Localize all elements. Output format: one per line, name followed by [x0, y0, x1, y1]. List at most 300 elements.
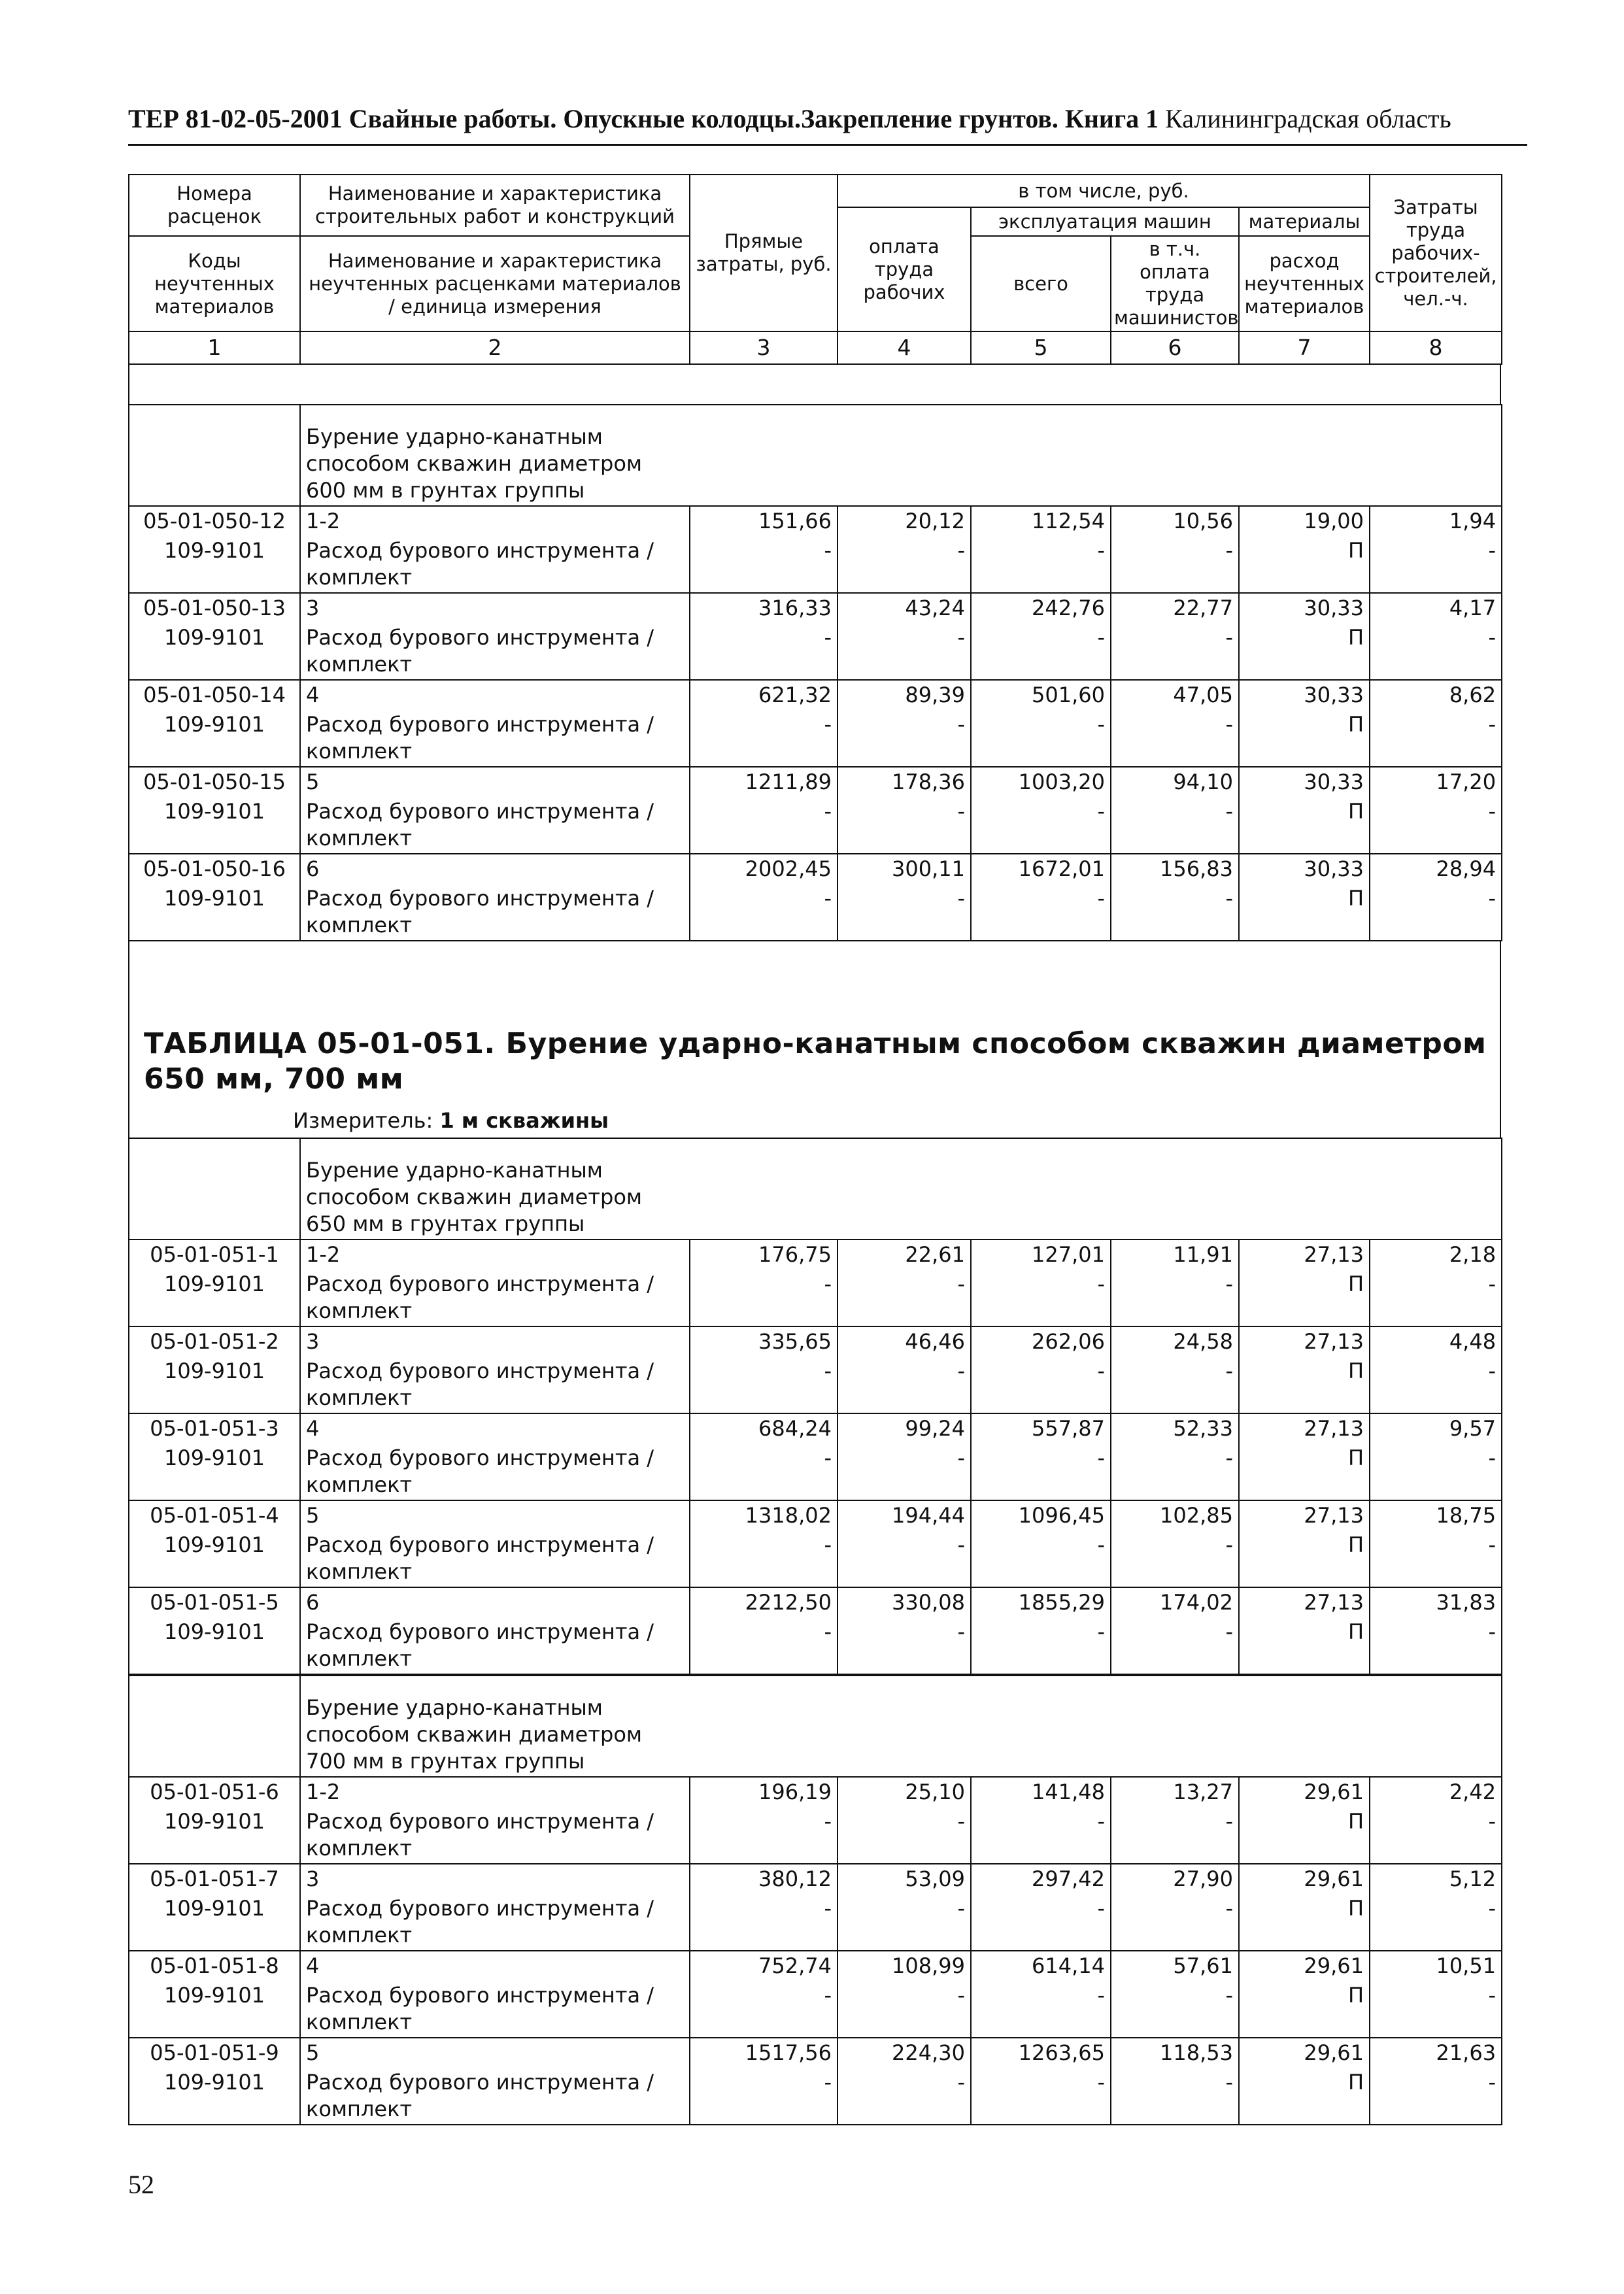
machines-total: 1263,65	[971, 2038, 1111, 2068]
worker-pay-dash: -	[837, 623, 971, 680]
direct-costs: 151,66	[690, 506, 837, 536]
direct-costs-dash: -	[690, 1807, 837, 1864]
measure-value: 1 м скважины	[439, 1108, 609, 1133]
soil-group: 1-2	[300, 1777, 690, 1807]
col-number: 2	[300, 331, 690, 364]
col-number: 7	[1239, 331, 1370, 364]
material-row	[129, 1357, 1502, 1413]
material-code: 109-9101	[129, 1981, 300, 2038]
worker-pay: 25,10	[837, 1777, 971, 1807]
labor-costs-dash: -	[1370, 1270, 1502, 1326]
material-use: 27,13	[1239, 1326, 1370, 1357]
direct-costs-dash: -	[690, 1617, 837, 1674]
operator-pay-dash: -	[1111, 1807, 1239, 1864]
material-row	[129, 884, 1502, 941]
machines-total: 242,76	[971, 593, 1111, 623]
soil-group: 4	[300, 680, 690, 710]
direct-costs-dash: -	[690, 1894, 837, 1951]
soil-group: 3	[300, 1326, 690, 1357]
operator-pay: 52,33	[1111, 1413, 1239, 1443]
material-use: 30,33	[1239, 854, 1370, 884]
unit-mark: П	[1239, 797, 1370, 854]
material-name: Расход бурового инструмента / комплект	[300, 1617, 690, 1674]
head-material-codes: Коды неучтенных материалов	[129, 236, 300, 331]
material-code: 109-9101	[129, 623, 300, 680]
direct-costs: 2002,45	[690, 854, 837, 884]
material-name: Расход бурового инструмента / комплект	[300, 1270, 690, 1326]
worker-pay-dash: -	[837, 797, 971, 854]
worker-pay-dash: -	[837, 1617, 971, 1674]
group-heading-text: Бурение ударно-канатным способом скважин диаметром 700 мм в грунтах группы	[306, 1695, 643, 1774]
worker-pay-dash: -	[837, 710, 971, 767]
operator-pay: 47,05	[1111, 680, 1239, 710]
document-body	[128, 174, 1501, 2125]
operator-pay-dash: -	[1111, 1443, 1239, 1500]
material-name: Расход бурового инструмента / комплект	[300, 1894, 690, 1951]
head-rate-numbers: Номера расценок	[129, 175, 300, 236]
labor-costs: 21,63	[1370, 2038, 1502, 2068]
material-row	[129, 1270, 1502, 1326]
machines-total: 1096,45	[971, 1500, 1111, 1530]
rates-table	[128, 404, 1502, 941]
operator-pay: 102,85	[1111, 1500, 1239, 1530]
material-code: 109-9101	[129, 1270, 300, 1326]
material-code: 109-9101	[129, 536, 300, 593]
direct-costs-dash: -	[690, 1530, 837, 1587]
labor-costs-dash: -	[1370, 884, 1502, 941]
head-operator-pay: в т.ч. оплата труда машинистов	[1111, 236, 1239, 331]
material-use: 27,13	[1239, 1240, 1370, 1270]
soil-group: 6	[300, 854, 690, 884]
soil-group: 1-2	[300, 1240, 690, 1270]
labor-costs-dash: -	[1370, 797, 1502, 854]
unit-mark: П	[1239, 1357, 1370, 1413]
header-rule	[128, 144, 1527, 146]
operator-pay: 10,56	[1111, 506, 1239, 536]
spacer	[128, 365, 1501, 404]
labor-costs-dash: -	[1370, 1530, 1502, 1587]
material-name: Расход бурового инструмента / комплект	[300, 1807, 690, 1864]
col-number: 3	[690, 331, 837, 364]
soil-group: 6	[300, 1587, 690, 1617]
machines-total-dash: -	[971, 1807, 1111, 1864]
rate-code: 05-01-051-4	[129, 1500, 300, 1530]
operator-pay: 174,02	[1111, 1587, 1239, 1617]
soil-group: 3	[300, 1864, 690, 1894]
table-row	[129, 767, 1502, 797]
machines-total: 614,14	[971, 1951, 1111, 1981]
material-row	[129, 536, 1502, 593]
labor-costs: 5,12	[1370, 1864, 1502, 1894]
table-row	[129, 1777, 1502, 1807]
group-heading	[300, 1676, 1502, 1777]
worker-pay: 224,30	[837, 2038, 971, 2068]
table-row	[129, 506, 1502, 536]
direct-costs-dash: -	[690, 1270, 837, 1326]
material-use: 30,33	[1239, 767, 1370, 797]
direct-costs: 752,74	[690, 1951, 837, 1981]
worker-pay-dash: -	[837, 2068, 971, 2125]
empty-cell	[129, 405, 300, 506]
rate-code: 05-01-050-13	[129, 593, 300, 623]
machines-total-dash: -	[971, 884, 1111, 941]
machines-total-dash: -	[971, 1443, 1111, 1500]
operator-pay-dash: -	[1111, 1894, 1239, 1951]
operator-pay-dash: -	[1111, 536, 1239, 593]
group-heading	[300, 1138, 1502, 1240]
group-heading	[300, 405, 1502, 506]
machines-total-dash: -	[971, 623, 1111, 680]
material-code: 109-9101	[129, 1807, 300, 1864]
material-code: 109-9101	[129, 1617, 300, 1674]
direct-costs-dash: -	[690, 1981, 837, 2038]
material-name: Расход бурового инструмента / комплект	[300, 1443, 690, 1500]
unit-mark: П	[1239, 884, 1370, 941]
group-heading-text: Бурение ударно-канатным способом скважин диаметром 600 мм в грунтах группы	[306, 424, 643, 503]
header-title: ТЕР 81-02-05-2001 Свайные работы. Опускные колодцы.Закрепление грунтов. Книга 1	[128, 104, 1159, 133]
worker-pay: 89,39	[837, 680, 971, 710]
unit-mark: П	[1239, 1530, 1370, 1587]
rate-code: 05-01-050-12	[129, 506, 300, 536]
rate-code: 05-01-051-3	[129, 1413, 300, 1443]
direct-costs-dash: -	[690, 710, 837, 767]
material-code: 109-9101	[129, 710, 300, 767]
labor-costs-dash: -	[1370, 1357, 1502, 1413]
worker-pay: 108,99	[837, 1951, 971, 1981]
head-material-names: Наименование и характеристика неучтенных расценками материалов / единица измерения	[300, 236, 690, 331]
unit-mark: П	[1239, 1443, 1370, 1500]
direct-costs: 335,65	[690, 1326, 837, 1357]
operator-pay-dash: -	[1111, 1981, 1239, 2038]
operator-pay-dash: -	[1111, 1270, 1239, 1326]
worker-pay: 99,24	[837, 1413, 971, 1443]
operator-pay-dash: -	[1111, 1530, 1239, 1587]
head-labor-costs: Затраты труда рабочих-строителей, чел.-ч.	[1370, 175, 1502, 331]
worker-pay: 46,46	[837, 1326, 971, 1357]
material-use: 29,61	[1239, 2038, 1370, 2068]
direct-costs: 316,33	[690, 593, 837, 623]
worker-pay: 53,09	[837, 1864, 971, 1894]
table-title: ТАБЛИЦА 05-01-051. Бурение ударно-канатным способом скважин диаметром 650 мм, 700 мм	[144, 1027, 1487, 1096]
labor-costs: 18,75	[1370, 1500, 1502, 1530]
soil-group: 4	[300, 1413, 690, 1443]
rate-code: 05-01-051-5	[129, 1587, 300, 1617]
table-row	[129, 854, 1502, 884]
head-machines: эксплуатация машин	[971, 207, 1239, 236]
operator-pay: 57,61	[1111, 1951, 1239, 1981]
labor-costs-dash: -	[1370, 710, 1502, 767]
table-row	[129, 680, 1502, 710]
head-machines-total: всего	[971, 236, 1111, 331]
machines-total: 141,48	[971, 1777, 1111, 1807]
direct-costs-dash: -	[690, 536, 837, 593]
machines-total-dash: -	[971, 1617, 1111, 1674]
rate-code: 05-01-050-16	[129, 854, 300, 884]
material-use: 29,61	[1239, 1951, 1370, 1981]
material-use: 19,00	[1239, 506, 1370, 536]
machines-total: 557,87	[971, 1413, 1111, 1443]
machines-total-dash: -	[971, 1530, 1111, 1587]
worker-pay-dash: -	[837, 1807, 971, 1864]
unit-mark: П	[1239, 1617, 1370, 1674]
material-row	[129, 710, 1502, 767]
group-heading-row	[129, 405, 1502, 506]
operator-pay-dash: -	[1111, 797, 1239, 854]
direct-costs: 2212,50	[690, 1587, 837, 1617]
labor-costs: 4,48	[1370, 1326, 1502, 1357]
material-name: Расход бурового инструмента / комплект	[300, 623, 690, 680]
rate-code: 05-01-050-15	[129, 767, 300, 797]
material-code: 109-9101	[129, 797, 300, 854]
unit-mark: П	[1239, 1981, 1370, 2038]
direct-costs: 684,24	[690, 1413, 837, 1443]
material-row	[129, 1617, 1502, 1674]
table-row	[129, 1587, 1502, 1617]
machines-total-dash: -	[971, 1270, 1111, 1326]
material-use: 30,33	[1239, 593, 1370, 623]
labor-costs-dash: -	[1370, 1894, 1502, 1951]
soil-group: 3	[300, 593, 690, 623]
direct-costs-dash: -	[690, 797, 837, 854]
operator-pay: 11,91	[1111, 1240, 1239, 1270]
labor-costs-dash: -	[1370, 1981, 1502, 2038]
operator-pay-dash: -	[1111, 1357, 1239, 1413]
direct-costs: 380,12	[690, 1864, 837, 1894]
soil-group: 5	[300, 767, 690, 797]
machines-total: 127,01	[971, 1240, 1111, 1270]
unit-mark: П	[1239, 2068, 1370, 2125]
material-name: Расход бурового инструмента / комплект	[300, 1530, 690, 1587]
empty-cell	[129, 1676, 300, 1777]
unit-mark: П	[1239, 1270, 1370, 1326]
labor-costs-dash: -	[1370, 2068, 1502, 2125]
labor-costs: 31,83	[1370, 1587, 1502, 1617]
head-work-name: Наименование и характеристика строительных работ и конструкций	[300, 175, 690, 236]
material-use: 27,13	[1239, 1587, 1370, 1617]
machines-total-dash: -	[971, 710, 1111, 767]
soil-group: 1-2	[300, 506, 690, 536]
labor-costs-dash: -	[1370, 1443, 1502, 1500]
machines-total: 1672,01	[971, 854, 1111, 884]
worker-pay: 300,11	[837, 854, 971, 884]
worker-pay: 194,44	[837, 1500, 971, 1530]
table-row	[129, 2038, 1502, 2068]
labor-costs-dash: -	[1370, 623, 1502, 680]
column-numbers-row	[129, 331, 1502, 364]
soil-group: 5	[300, 2038, 690, 2068]
col-number: 4	[837, 331, 971, 364]
rate-code: 05-01-051-7	[129, 1864, 300, 1894]
machines-total-dash: -	[971, 1894, 1111, 1951]
measure-label: Измеритель:	[293, 1108, 433, 1133]
material-code: 109-9101	[129, 1530, 300, 1587]
material-code: 109-9101	[129, 884, 300, 941]
material-row	[129, 1530, 1502, 1587]
header-region: Калининградская область	[1165, 104, 1451, 133]
spacer	[128, 941, 1501, 968]
direct-costs-dash: -	[690, 623, 837, 680]
direct-costs: 176,75	[690, 1240, 837, 1270]
table-row	[129, 1240, 1502, 1270]
material-name: Расход бурового инструмента / комплект	[300, 1357, 690, 1413]
operator-pay: 156,83	[1111, 854, 1239, 884]
head-worker-pay: оплата труда рабочих	[837, 207, 971, 331]
table-title-block	[128, 968, 1501, 1097]
machines-total: 262,06	[971, 1326, 1111, 1357]
labor-costs-dash: -	[1370, 1807, 1502, 1864]
material-name: Расход бурового инструмента / комплект	[300, 2068, 690, 2125]
operator-pay-dash: -	[1111, 2068, 1239, 2125]
section-700mm	[128, 1675, 1501, 2125]
rates-table	[128, 1138, 1502, 1675]
unit-mark: П	[1239, 536, 1370, 593]
material-use: 27,13	[1239, 1500, 1370, 1530]
labor-costs-dash: -	[1370, 1617, 1502, 1674]
worker-pay: 22,61	[837, 1240, 971, 1270]
operator-pay: 13,27	[1111, 1777, 1239, 1807]
table-row	[129, 1951, 1502, 1981]
unit-mark: П	[1239, 1894, 1370, 1951]
empty-cell	[129, 1138, 300, 1240]
table-row	[129, 1413, 1502, 1443]
col-number: 6	[1111, 331, 1239, 364]
material-name: Расход бурового инструмента / комплект	[300, 1981, 690, 2038]
operator-pay: 22,77	[1111, 593, 1239, 623]
direct-costs: 621,32	[690, 680, 837, 710]
table-header	[128, 174, 1502, 365]
worker-pay-dash: -	[837, 884, 971, 941]
group-heading-row	[129, 1676, 1502, 1777]
soil-group: 5	[300, 1500, 690, 1530]
material-row	[129, 623, 1502, 680]
material-row	[129, 1894, 1502, 1951]
worker-pay: 20,12	[837, 506, 971, 536]
unit-mark: П	[1239, 623, 1370, 680]
soil-group: 4	[300, 1951, 690, 1981]
material-row	[129, 1443, 1502, 1500]
machines-total-dash: -	[971, 797, 1111, 854]
labor-costs-dash: -	[1370, 536, 1502, 593]
table-row	[129, 1864, 1502, 1894]
rate-code: 05-01-051-2	[129, 1326, 300, 1357]
operator-pay-dash: -	[1111, 1617, 1239, 1674]
labor-costs: 4,17	[1370, 593, 1502, 623]
machines-total: 1003,20	[971, 767, 1111, 797]
operator-pay: 24,58	[1111, 1326, 1239, 1357]
worker-pay: 43,24	[837, 593, 971, 623]
material-name: Расход бурового инструмента / комплект	[300, 536, 690, 593]
section-650mm	[128, 1138, 1501, 1675]
labor-costs: 9,57	[1370, 1413, 1502, 1443]
labor-costs: 2,18	[1370, 1240, 1502, 1270]
worker-pay-dash: -	[837, 1443, 971, 1500]
material-use: 30,33	[1239, 680, 1370, 710]
operator-pay: 94,10	[1111, 767, 1239, 797]
material-row	[129, 1807, 1502, 1864]
rate-code: 05-01-051-8	[129, 1951, 300, 1981]
direct-costs: 1211,89	[690, 767, 837, 797]
material-row	[129, 2068, 1502, 2125]
page-number: 52	[128, 2170, 154, 2199]
material-row	[129, 797, 1502, 854]
machines-total-dash: -	[971, 2068, 1111, 2125]
unit-mark: П	[1239, 710, 1370, 767]
material-name: Расход бурового инструмента / комплект	[300, 884, 690, 941]
direct-costs: 196,19	[690, 1777, 837, 1807]
rate-code: 05-01-051-9	[129, 2038, 300, 2068]
rate-code: 05-01-051-1	[129, 1240, 300, 1270]
material-code: 109-9101	[129, 1894, 300, 1951]
labor-costs: 8,62	[1370, 680, 1502, 710]
material-use: 27,13	[1239, 1413, 1370, 1443]
worker-pay: 330,08	[837, 1587, 971, 1617]
measure-line	[128, 1097, 1501, 1138]
direct-costs: 1517,56	[690, 2038, 837, 2068]
material-use: 29,61	[1239, 1777, 1370, 1807]
machines-total: 1855,29	[971, 1587, 1111, 1617]
unit-mark: П	[1239, 1807, 1370, 1864]
col-number: 8	[1370, 331, 1502, 364]
col-number: 5	[971, 331, 1111, 364]
machines-total: 112,54	[971, 506, 1111, 536]
head-materials: материалы	[1239, 207, 1370, 236]
machines-total-dash: -	[971, 1357, 1111, 1413]
table-row	[129, 1326, 1502, 1357]
material-use: 29,61	[1239, 1864, 1370, 1894]
operator-pay: 27,90	[1111, 1864, 1239, 1894]
material-code: 109-9101	[129, 1357, 300, 1413]
operator-pay-dash: -	[1111, 710, 1239, 767]
table-row	[129, 593, 1502, 623]
rate-code: 05-01-050-14	[129, 680, 300, 710]
rates-table	[128, 1675, 1502, 2125]
worker-pay-dash: -	[837, 1357, 971, 1413]
material-name: Расход бурового инструмента / комплект	[300, 797, 690, 854]
material-row	[129, 1981, 1502, 2038]
direct-costs: 1318,02	[690, 1500, 837, 1530]
worker-pay-dash: -	[837, 1981, 971, 2038]
labor-costs: 2,42	[1370, 1777, 1502, 1807]
material-code: 109-9101	[129, 2068, 300, 2125]
table-row	[129, 1500, 1502, 1530]
direct-costs-dash: -	[690, 1443, 837, 1500]
worker-pay-dash: -	[837, 1270, 971, 1326]
material-code: 109-9101	[129, 1443, 300, 1500]
machines-total: 501,60	[971, 680, 1111, 710]
worker-pay-dash: -	[837, 1894, 971, 1951]
labor-costs: 1,94	[1370, 506, 1502, 536]
operator-pay: 118,53	[1111, 2038, 1239, 2068]
worker-pay-dash: -	[837, 536, 971, 593]
group-heading-row	[129, 1138, 1502, 1240]
group-heading-text: Бурение ударно-канатным способом скважин диаметром 650 мм в грунтах группы	[306, 1158, 643, 1236]
operator-pay-dash: -	[1111, 623, 1239, 680]
direct-costs-dash: -	[690, 884, 837, 941]
running-header	[128, 103, 1527, 134]
labor-costs: 17,20	[1370, 767, 1502, 797]
operator-pay-dash: -	[1111, 884, 1239, 941]
machines-total: 297,42	[971, 1864, 1111, 1894]
head-direct-costs: Прямые затраты, руб.	[690, 175, 837, 331]
worker-pay-dash: -	[837, 1530, 971, 1587]
rate-code: 05-01-051-6	[129, 1777, 300, 1807]
machines-total-dash: -	[971, 1981, 1111, 2038]
section-600mm	[128, 404, 1501, 941]
worker-pay: 178,36	[837, 767, 971, 797]
head-including: в том числе, руб.	[837, 175, 1370, 207]
labor-costs: 28,94	[1370, 854, 1502, 884]
col-number: 1	[129, 331, 300, 364]
